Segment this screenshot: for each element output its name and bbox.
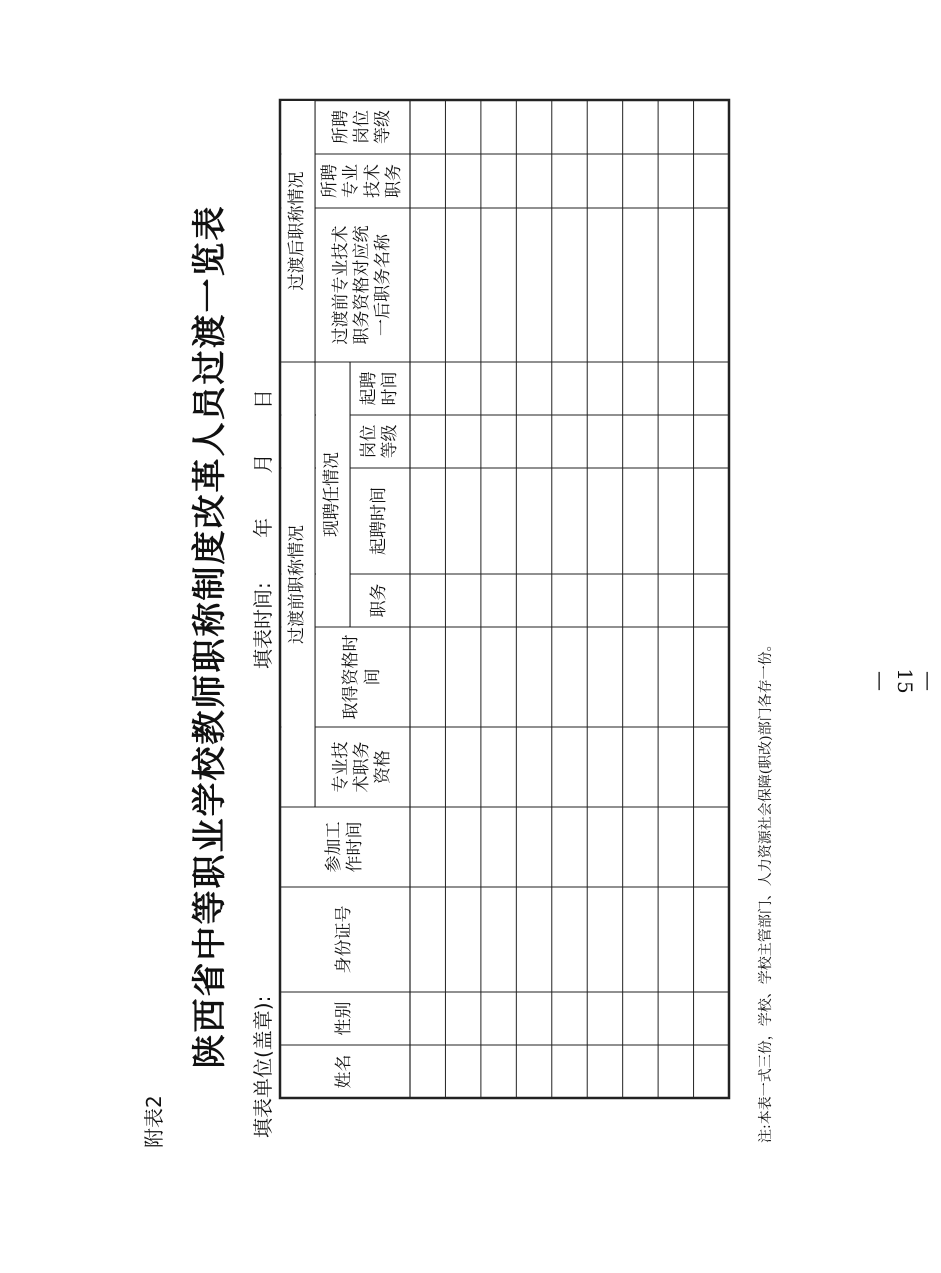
header-before-group: 过渡前职称情况	[286, 525, 307, 644]
header-post-level: 岗位等级	[358, 424, 400, 459]
header-work-start: 参加工作时间	[323, 821, 365, 873]
fill-time-label: 填表时间:	[251, 582, 275, 669]
fill-unit-label: 填表单位(盖章):	[251, 995, 275, 1138]
fill-time-month: 月	[251, 453, 275, 474]
header-hired-title: 所聘专业技术职务	[320, 164, 404, 198]
fill-time-year: 年	[251, 517, 275, 538]
header-gender: 性别	[334, 1001, 355, 1036]
appendix-label: 附表2	[142, 1095, 166, 1148]
table-footnote: 注:本表一式三份，学校、学校主管部门、人力资源社会保障(职改)部门各存一份。	[758, 637, 774, 1143]
header-start-date: 起聘时间	[369, 487, 390, 555]
header-qualification-date: 取得资格时间	[341, 634, 383, 720]
header-position: 职务	[369, 583, 390, 618]
header-current-group: 现聘任情况	[321, 452, 342, 537]
header-id-number: 身份证号	[334, 905, 355, 974]
header-after-group: 过渡后职称情况	[286, 171, 307, 291]
fill-time-day: 日	[251, 389, 275, 410]
header-qualification: 专业技术职务资格	[330, 741, 394, 793]
page-number: — 15 —	[869, 668, 941, 694]
header-hired-level: 所聘岗位等级	[330, 110, 394, 144]
header-name: 姓名	[334, 1054, 355, 1089]
page-title: 陕西省中等职业学校教师职称制度改革人员过渡一览表	[190, 204, 230, 1069]
header-unified-title: 过渡前专业技术职务资格对应统一后职务名称	[330, 225, 394, 345]
header-post-start-date: 起聘时间	[358, 371, 400, 406]
